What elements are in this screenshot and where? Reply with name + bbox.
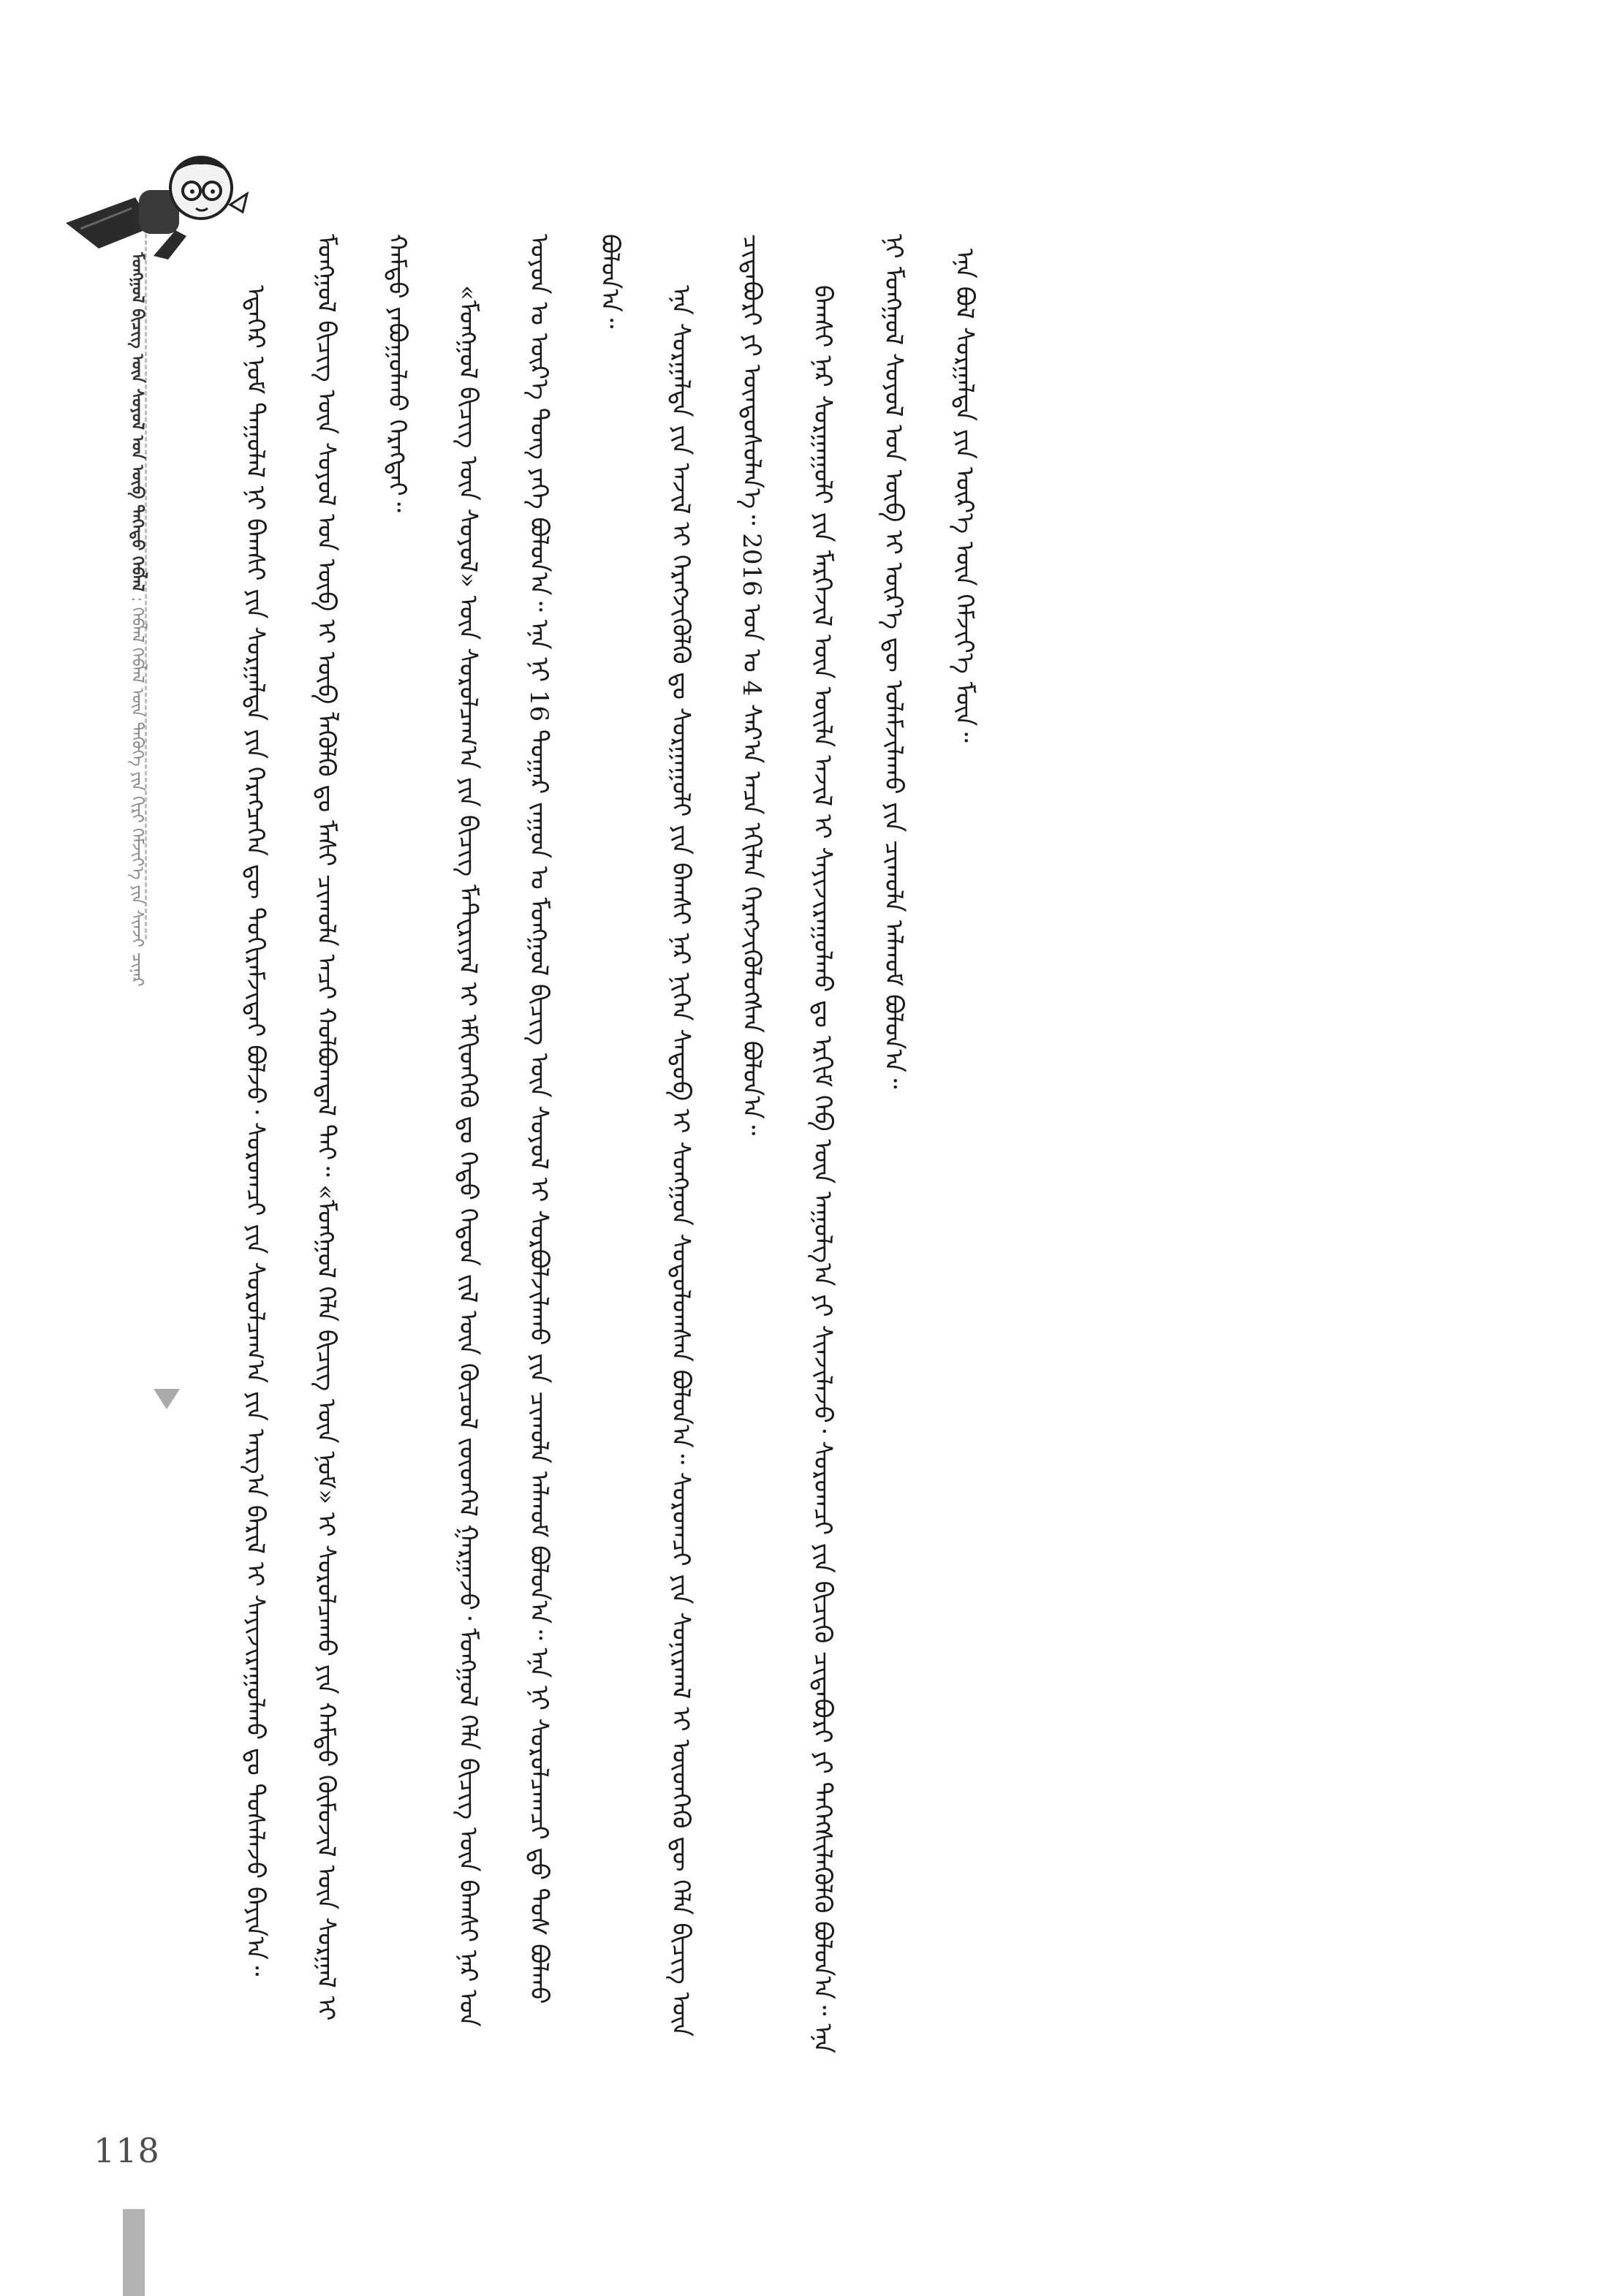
running-header bbox=[123, 252, 151, 1056]
paragraph: «ᠮᠣᠩᠭᠣᠯ ᠪᠢᠴᠢᠭ᠌ ᠦᠨ ᠰᠣᠶᠣᠯ» ᠦᠨ ᠰᠤᠷᠤᠯᠴᠠᠭ᠎ᠠ ᠶᠢᠨ ᠪᠢᠴᠢᠭ ᠮᠠᠲ᠋ᠧᠷᠢᠶᠠᠯ ᠢ ᠡᠮᠬᠢᠳᠭᠡᠬᠦ ᠳᠤ ᠬᠡᠳᠦ ᠬᠡᠳᠦᠨ ᠵᠢᠯ ᠦᠨ ᠬᠦᠴᠦᠯ ᠵᠦᠳᠭᠡᠯ ᠭᠠᠷᠭᠠᠵᠤ᠂ ᠮᠣᠩᠭᠣᠯ ᠬᠡᠯᠡ ᠪᠢᠴᠢᠭ᠌ ᠦᠨ ᠪᠠᠭᠰᠢ ᠨᠠᠷ ᠤᠨ ᠣᠶᠤᠨ ᠤ ᠦᠷ᠎ᠡ ᠲᠤᠩ ᠶᠡᠬᠡ ᠪᠣᠯᠤᠨ᠎ᠠ᠃ ᠡᠨᠡ ᠨᠢ 16 ᠳᠤᠭᠠᠷ ᠵᠠᠭᠤᠨ ᠤ ᠮᠣᠩᠭᠣᠯ ᠪᠢᠴᠢᠭ᠌ ᠦᠨ ᠰᠣᠶᠣᠯ ᠢ ᠰᠤᠷᠪᠤᠯᠵᠢᠯᠠᠬᠤ ᠶᠢᠨ ᠴᠢᠬᠤᠯᠠ ᠠᠯᠬᠤᠮ ᠪᠣᠯᠤᠨ᠎ᠠ᠃ ᠡᠨᠡ ᠨᠢ ᠰᠤᠷᠤᠯᠴᠠᠭᠴᠢ ᠳ᠋ᠤ ᠲᠤᠰ ᠪᠣᠯᠬᠤ ᠪᠣᠯᠤᠨ᠎ᠠ᠃ bbox=[453, 234, 624, 2027]
running-header-separator: : bbox=[128, 596, 146, 607]
running-header-emphasis: ᠮᠣᠩᠭᠣᠯ ᠪᠢᠴᠢᠭ᠌ ᠦᠨ ᠰᠣᠶᠣᠯ ᠤᠨ ᠦᠪ ᠳᠡᠭᠡᠳᠦ ᠬᠡᠪᠯᠡᠯ bbox=[128, 252, 146, 592]
paragraph: ᠡᠳᠡᠭᠡᠷ ᠨᠣᠮ ᠳᠠᠭᠤᠯᠠᠯ ᠨᠢ ᠪᠠᠭᠰᠢ ᠶᠢᠨ ᠰᠤᠷᠭᠠᠯᠲᠠ ᠶᠢᠨ ᠬᠡᠷᠡᠭᠴᠡᠭᠡᠨ ᠳᠦ ᠲᠣᠬᠢᠷᠠᠮᠵᠢᠲᠠᠶ ᠪᠣᠯᠵᠤ᠂ ᠰᠤᠷᠤᠭᠴᠢ ᠶᠢᠨ ᠰᠤᠷᠤᠯᠴᠠᠭ᠎ᠠ ᠶᠢᠨ ᠠᠷᠭ᠎ᠠ ᠪᠠᠷᠢᠯ ᠢ ᠰᠠᠶᠢᠵᠢᠷᠠᠭᠤᠯᠬᠤ ᠳᠤ ᠲᠤᠰᠠᠯᠠᠵᠤ ᠪᠠᠶᠢᠨ᠎ᠠ᠃ ᠮᠣᠩᠭᠣᠯ ᠪᠢᠴᠢᠭ᠌ ᠦᠨ ᠰᠣᠶᠣᠯ ᠤᠨ ᠦᠪ ᠢ ᠥᠪ ᠯᠡᠭᠦᠯᠬᠦ ᠳᠤ ᠮᠠᠰᠢ ᠴᠢᠬᠤᠯᠠ ᠠᠴᠢ ᠬᠣᠯᠪᠣᠭᠳᠠᠯ ᠲᠠᠶ᠃ «ᠮᠣᠩᠭᠣᠯ ᠬᠡᠯᠡ ᠪᠢᠴᠢᠭ᠌ ᠦᠨ ᠨᠣᠮ» ᠢ ᠰᠤᠷᠤᠯᠴᠠᠬᠤ ᠶᠢᠨ ᠬᠠᠮᠲᠤ ᠬᠦᠮᠦᠵᠢᠯ ᠦᠨ ᠰᠤᠷᠭᠠᠯ ᠢ ᠬᠠᠮᠲᠤ ᠶᠠᠪᠤᠭᠤᠯᠬᠤ ᠬᠡᠷᠡᠭᠲᠡᠶ᠃ bbox=[241, 234, 412, 2021]
page-edge-bar bbox=[123, 2209, 145, 2296]
triangle-marker-icon bbox=[154, 1389, 180, 1409]
closing-line: ᠡᠨᠡ ᠪᠣᠯ ᠰᠤᠷᠭᠠᠯᠲᠠ ᠶᠢᠨ ᠦᠷ᠎ᠡ ᠦᠨ ᠬᠡᠮᠵᠢᠶ᠎ᠡ ᠮᠦᠨ᠃ bbox=[950, 249, 979, 743]
page-number: 118 bbox=[94, 2131, 160, 2170]
paragraph: ᠪᠠᠭᠰᠢ ᠨᠠᠷ ᠰᠤᠷᠭᠠᠭᠤᠯᠢ ᠶᠢᠨ ᠮᠡᠷᠭᠡᠵᠢᠯ ᠦᠨ ᠦᠢᠯᠡ ᠠᠵᠢᠯ ᠢ ᠰᠠᠶᠢᠵᠢᠷᠠᠭᠤᠯᠬᠤ ᠳᠤ ᠡᠷᠬᠢᠮ ᠬᠡᠪ ᠦᠨ ᠠᠭᠤᠯᠭ᠎ᠠ ᠶᠢ ᠰᠢᠨᠵᠢᠯᠡᠵᠦ᠂ ᠰᠤᠷᠤᠭᠴᠢ ᠶᠢᠨ ᠪᠢᠴᠢᠬᠦ ᠴᠢᠳᠠᠪᠤᠷᠢ ᠶᠢ ᠳᠡᠭᠡᠭᠰᠢᠯᠡᠭᠦᠯᠬᠦ ᠪᠣᠯᠤᠨ᠎ᠠ᠃ ᠡᠨᠡ ᠨᠢ ᠮᠣᠩᠭᠣᠯ ᠰᠣᠶᠣᠯ ᠤᠨ ᠦᠪ ᠢ ᠦᠷ᠎ᠡ ᠳᠦ ᠤᠯᠠᠮᠵᠢᠯᠠᠬᠤ ᠶᠢᠨ ᠴᠢᠬᠤᠯᠠ ᠠᠯᠬᠤᠮ ᠪᠣᠯᠤᠨ᠎ᠠ᠃ bbox=[808, 234, 908, 2054]
body-text bbox=[219, 234, 1462, 2054]
running-header-text: ᠬᠡᠪᠯᠡᠯ ᠬᠡᠪᠯᠡᠯ ᠦᠨ ᠲᠡᠭᠦᠬᠡ ᠶᠢᠨ ᠬᠢᠷᠢ ᠬᠡᠮᠵᠢᠶ᠎ᠡ ᠶᠢᠨ ᠰᠢᠨᠵᠢ ᠴᠢᠨᠠᠷ bbox=[128, 607, 146, 987]
paragraph: ᠡᠨᠡ ᠰᠤᠷᠭᠠᠯᠲᠠ ᠶᠢᠨ ᠠᠵᠢᠯ ᠢ ᠬᠡᠷᠡᠭᠵᠢᠭᠦᠯᠬᠦ ᠳᠤ ᠰᠤᠷᠭᠠᠭᠤᠯᠢ ᠶᠢᠨ ᠪᠠᠭᠰᠢ ᠨᠠᠷ ᠨᠢᠭᠡᠨ ᠰᠡᠳᠦᠪ ᠢ ᠰᠣᠩᠭᠣᠨ ᠰᠤᠳᠤᠯᠤᠭᠰᠠᠨ ᠪᠣᠯᠤᠨ᠎ᠠ᠃ ᠰᠤᠷᠤᠭᠴᠢ ᠶᠢᠨ ᠰᠣᠨᠢᠷᠬᠠᠯ ᠢ ᠦᠳᠬᠡᠬᠦ ᠳᠦ ᠬᠡᠯᠡ ᠪᠢᠴᠢᠭ᠌ ᠦᠨ ᠴᠢᠳᠠᠪᠤᠷᠢ ᠶᠢ ᠦᠨᠳᠦᠰᠦᠯᠡᠨ᠎ᠡ᠃ 2016 ᠣᠨ ᠤ 4 ᠰᠠᠷ᠎ᠠ ᠠᠴᠠ ᠡᠬᠢᠯᠡᠨ ᠬᠡᠷᠡᠭᠵᠢᠭᠦᠯᠦᠭᠰᠡᠨ ᠪᠣᠯᠤᠨ᠎ᠠ᠃ bbox=[666, 234, 766, 2037]
